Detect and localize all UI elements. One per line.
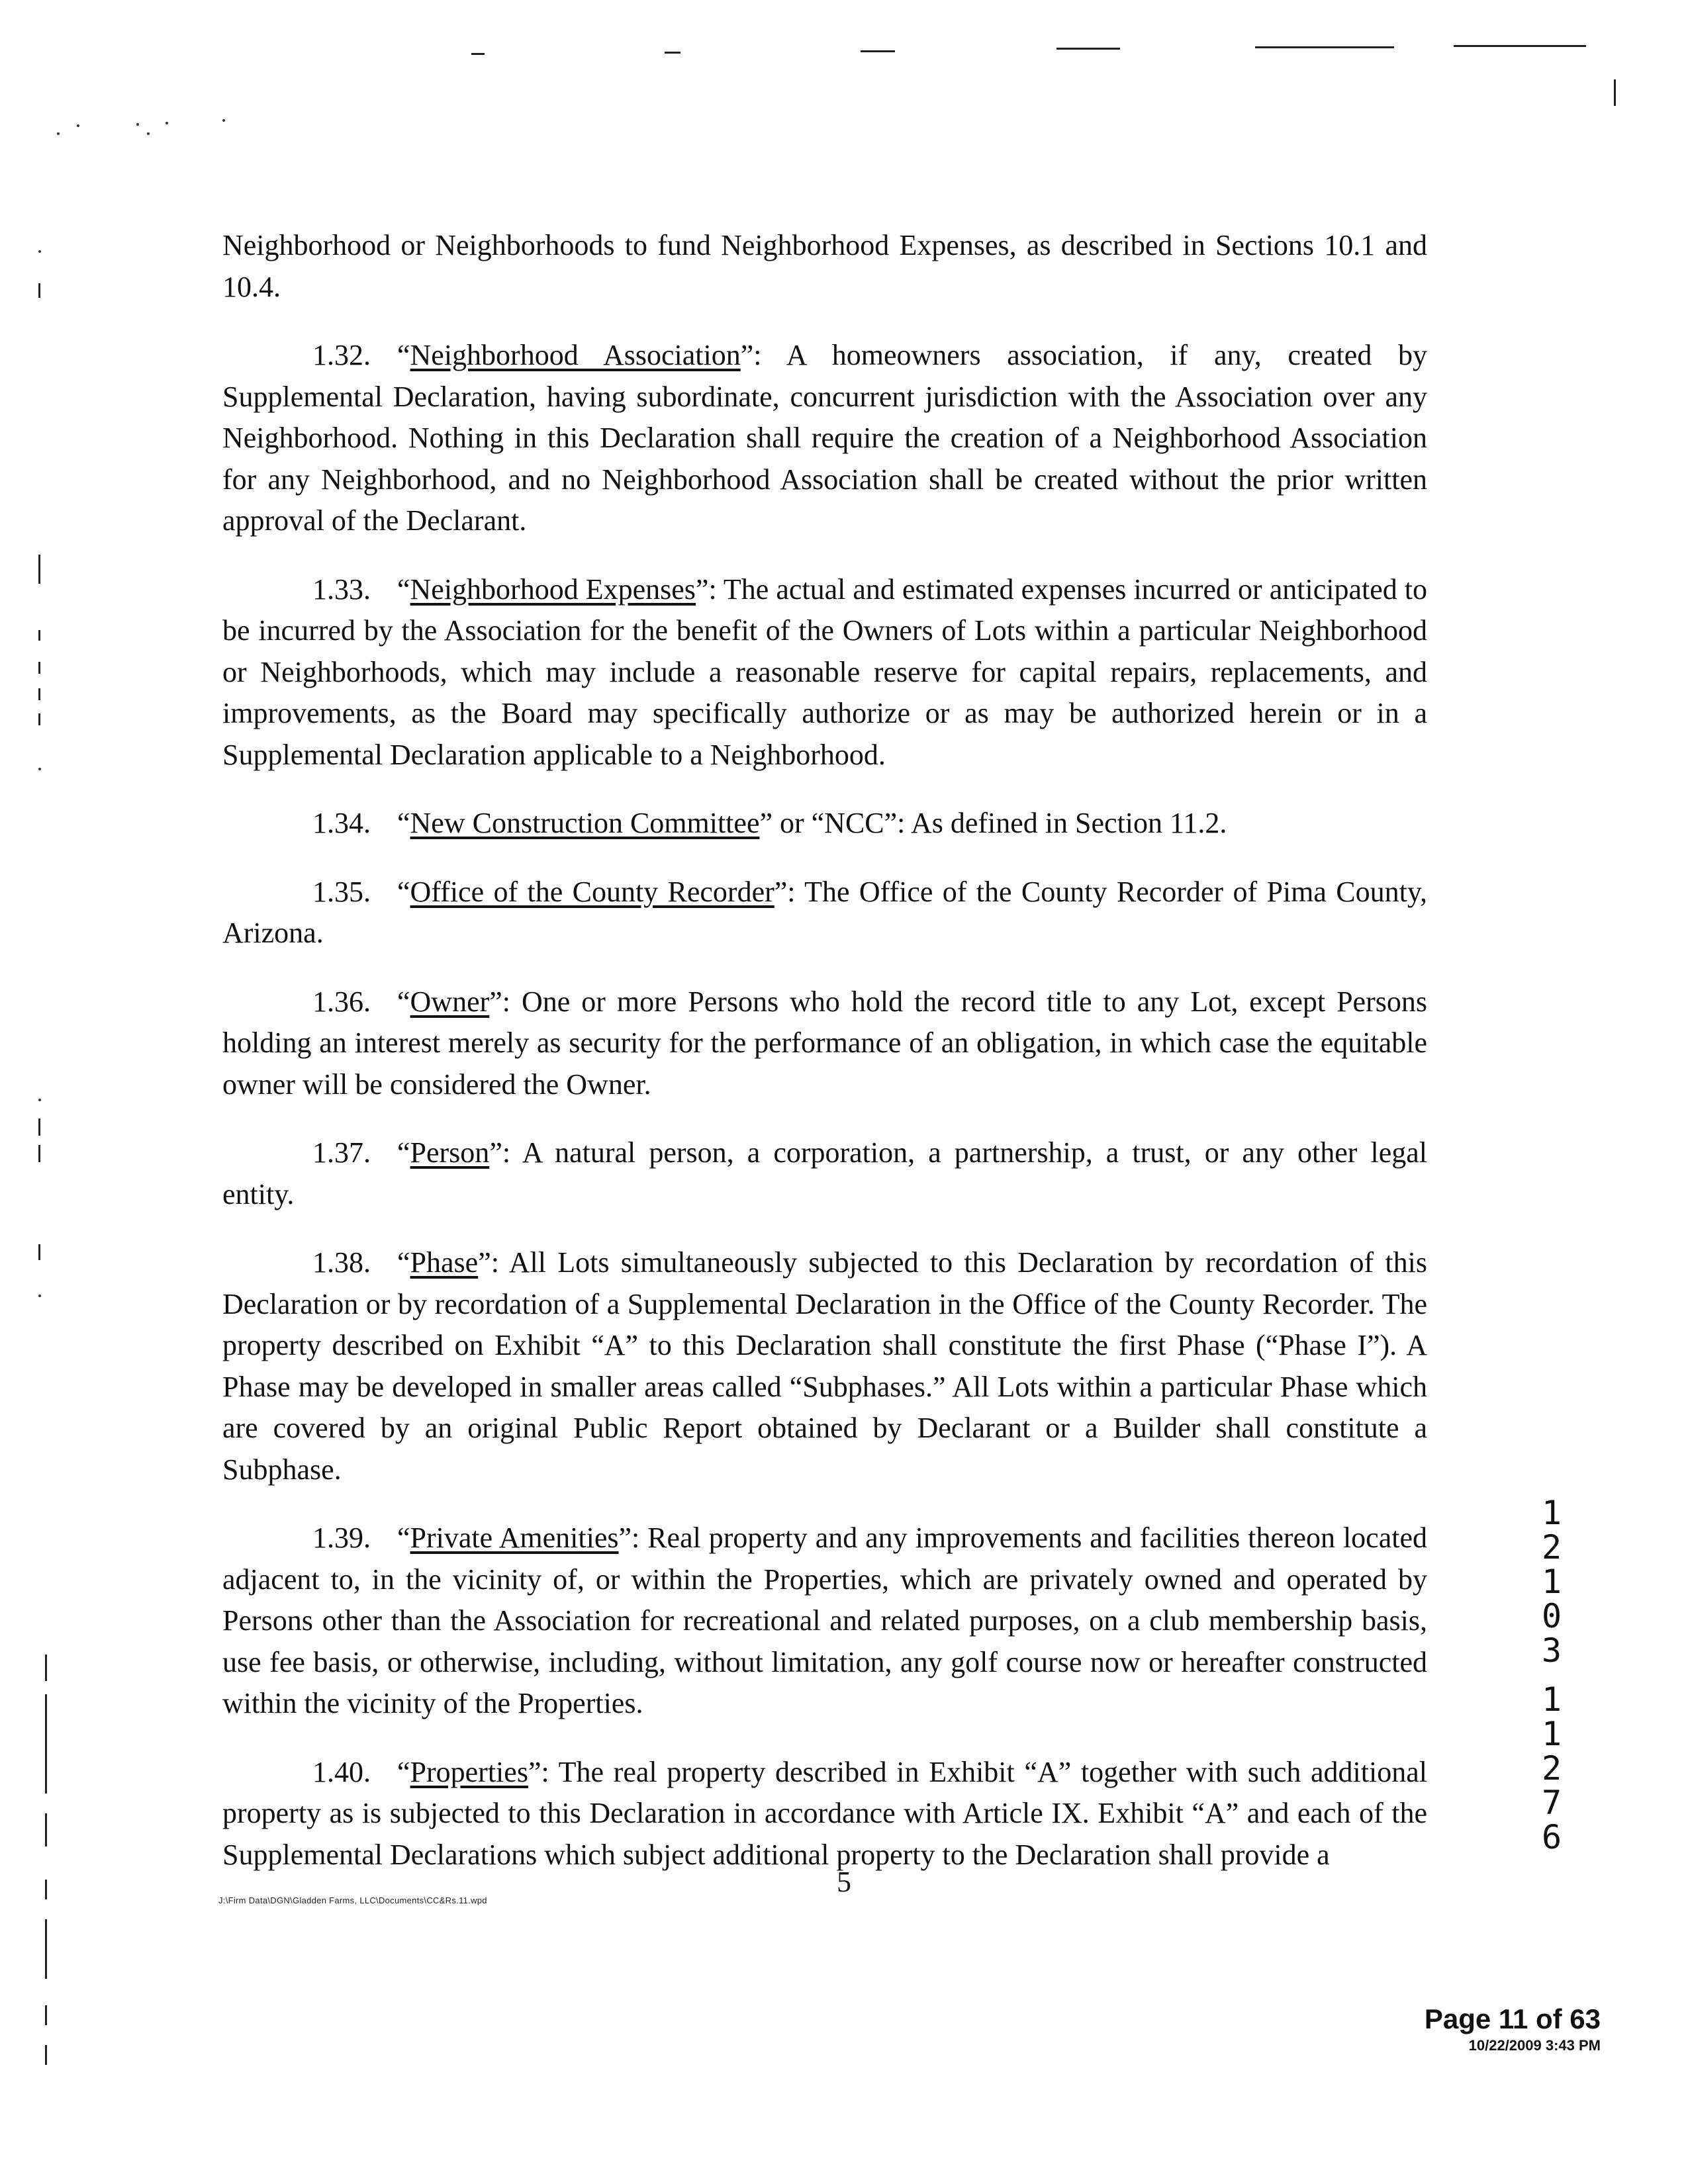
defined-term: Private Amenities	[410, 1522, 619, 1554]
scan-mark	[38, 555, 40, 584]
defined-term: New Construction Committee	[410, 807, 760, 839]
scan-mark	[45, 1813, 47, 1846]
scan-mark	[45, 2045, 47, 2065]
defined-term: Neighborhood Association	[410, 339, 741, 371]
paragraph-continuation	[222, 225, 1427, 308]
definition-text: ”: A homeowners association, if any, created by Supplemental Declaration, having subordinate, concurrent jurisdiction with the Association over any Neighborhood. Nothing in this Declaration shall require the creation of a Neighborhood Association for any Neighborhood, and no Neighborhood Association shall be created without the prior written approval of the Declarant.	[222, 339, 1427, 537]
open-quote: “	[397, 339, 410, 371]
stamp-digit: 0	[1541, 1597, 1562, 1635]
scan-mark	[1614, 79, 1616, 106]
file-path: J:\Firm Data\DGN\Gladden Farms, LLC\Documents\CC&Rs.11.wpd	[218, 1895, 487, 1905]
scan-mark	[861, 50, 895, 52]
scan-dot	[222, 119, 225, 122]
scan-mark	[38, 630, 40, 641]
scan-mark	[471, 53, 485, 55]
open-quote: “	[397, 1755, 410, 1788]
section-number: 1.32.	[312, 339, 371, 371]
defined-term: Properties	[410, 1755, 528, 1788]
scan-mark	[38, 1145, 40, 1162]
scan-mark	[38, 1118, 40, 1136]
definition-text: ”: The real property described in Exhibit “A” together with such additional property as is subjected to this Declaration in accordance with Article IX. Exhibit “A” and each of the Supplemental Declarations which subject additional property to the Declaration shall provide a	[222, 1755, 1427, 1871]
scan-mark	[38, 662, 40, 674]
stamp-digit: 2	[1541, 1528, 1562, 1567]
definition-1-40	[222, 1752, 1427, 1876]
section-number: 1.34.	[312, 807, 371, 839]
stamp-digit: 2	[1541, 1749, 1562, 1788]
scan-mark	[1454, 45, 1586, 47]
section-number: 1.39.	[312, 1522, 371, 1554]
defined-term: Neighborhood Expenses	[410, 572, 696, 606]
defined-term: Phase	[410, 1246, 479, 1279]
scan-dot	[38, 1295, 41, 1297]
open-quote: “	[397, 1246, 410, 1279]
scan-dot	[77, 124, 79, 127]
definition-text: ” or “NCC”: As defined in Section 11.2.	[759, 807, 1227, 839]
definition-text: ”: A natural person, a corporation, a partnership, a trust, or any other legal entity.	[222, 1136, 1427, 1210]
definition-text: ”: All Lots simultaneously subjected to this Declaration by recordation of this Declaration or by recordation of a Supplemental Declaration in the Office of the County Recorder. The property described on Exhibit “A” to this Declaration shall constitute the first Phase (“Phase I”). A Phase may be developed in smaller areas called “Subphases.” All Lots within a particular Phase which are covered by an original Public Report obtained by Declarant or a Builder shall constitute a Subphase.	[222, 1246, 1427, 1486]
scan-dot	[136, 123, 139, 126]
open-quote: “	[397, 572, 410, 606]
scan-mark	[38, 283, 40, 298]
definition-text: ”: The Office of the County Recorder of Pima County, Arizona.	[222, 875, 1427, 949]
definition-1-35	[222, 872, 1427, 954]
section-number: 1.36.	[312, 985, 371, 1018]
scan-dot	[38, 250, 41, 253]
open-quote: “	[397, 1136, 410, 1169]
definition-text: ”: One or more Persons who hold the record title to any Lot, except Persons holding an interest merely as security for the performance of an obligation, in which case the equitable owner will be considered the Owner.	[222, 985, 1427, 1101]
definition-text: ”: Real property and any improvements and facilities thereon located adjacent to, in the vicinity of, or within the Properties, which are privately owned and operated by Persons other than the Association for recreational and related purposes, on a club membership basis, use fee basis, or otherwise, including, without limitation, any golf course now or hereafter constructed within the vicinity of the Properties.	[222, 1522, 1427, 1719]
definition-1-33	[222, 569, 1427, 776]
section-number: 1.38.	[312, 1246, 371, 1279]
scan-dot	[38, 1099, 41, 1101]
section-number: 1.37.	[312, 1136, 371, 1169]
section-number: 1.33.	[312, 572, 371, 606]
open-quote: “	[397, 807, 410, 839]
scan-mark	[38, 688, 40, 700]
defined-term: Office of the County Recorder	[410, 875, 774, 908]
definition-1-37	[222, 1132, 1427, 1215]
definition-1-38	[222, 1242, 1427, 1490]
section-number: 1.35.	[312, 875, 371, 908]
scan-dot	[147, 132, 150, 135]
section-number: 1.40.	[312, 1755, 371, 1788]
scan-mark	[665, 52, 680, 54]
scan-mark	[38, 1244, 40, 1260]
scan-dot	[57, 132, 60, 135]
definition-1-39	[222, 1518, 1427, 1725]
scan-mark	[38, 713, 40, 725]
open-quote: “	[397, 875, 410, 908]
footer-page-info	[1425, 2003, 1601, 2056]
scan-mark	[45, 1694, 47, 1794]
stamp-digit: 1	[1541, 1563, 1562, 1601]
scan-mark	[45, 1919, 47, 1979]
paragraph-text: Neighborhood or Neighborhoods to fund Neighborhood Expenses, as described in Sections 10.1 and 10.4.	[222, 229, 1427, 303]
scan-dot	[165, 122, 168, 124]
page-count: Page 11 of 63	[1424, 2003, 1601, 2034]
recording-stamp	[1533, 1496, 1570, 1854]
scan-mark	[45, 2005, 47, 2025]
definition-1-34	[222, 803, 1427, 844]
page-number: 5	[837, 1866, 851, 1898]
stamp-digit: 3	[1541, 1631, 1562, 1670]
timestamp: 10/22/2009 3:43 PM	[1468, 2037, 1601, 2054]
definition-text: ”: The actual and estimated expenses incurred or anticipated to be incurred by the Association for the benefit of the Owners of Lots within a particular Neighborhood or Neighborhoods, which may include a reasonable reserve for capital repairs, replacements, and improvements, as the Board may specifically authorize or as may be authorized herein or in a Supplemental Declaration applicable to a Neighborhood.	[222, 572, 1427, 771]
scan-mark	[1056, 48, 1120, 50]
open-quote: “	[397, 1522, 410, 1554]
stamp-digit: 1	[1541, 1680, 1562, 1719]
stamp-digit: 7	[1541, 1784, 1562, 1822]
scan-dot	[38, 768, 41, 770]
definition-1-36	[222, 981, 1427, 1106]
open-quote: “	[397, 985, 410, 1018]
stamp-digit: 6	[1541, 1818, 1562, 1856]
scan-mark	[1255, 46, 1394, 48]
defined-term: Owner	[410, 985, 490, 1018]
scan-mark	[45, 1655, 47, 1681]
document-body	[222, 225, 1427, 1903]
stamp-digit: 1	[1541, 1715, 1562, 1753]
defined-term: Person	[410, 1136, 490, 1169]
definition-1-32	[222, 335, 1427, 542]
stamp-digit: 1	[1541, 1494, 1562, 1532]
